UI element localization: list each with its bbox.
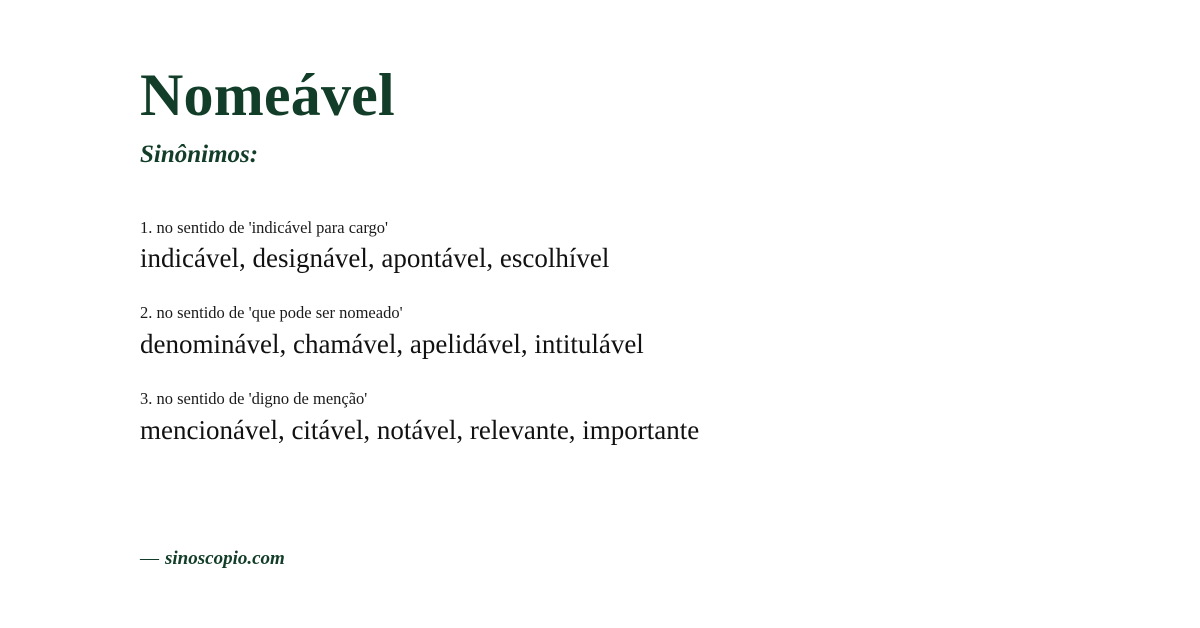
synonym-sense-list	[140, 217, 1100, 449]
list-item	[140, 302, 1100, 362]
section-subtitle: Sinônimos:	[140, 141, 259, 168]
sense-label: 3. no sentido de 'digno de menção'	[140, 389, 368, 409]
sense-synonyms: indicável, designável, apontável, escolhível	[140, 242, 610, 273]
list-item	[140, 217, 1100, 277]
source-attribution	[140, 548, 285, 570]
sense-synonyms: mencionável, citável, notável, relevante, importante	[140, 414, 700, 445]
em-dash-glyph: —	[140, 548, 159, 569]
source-name: sinoscopio.com	[165, 548, 285, 569]
page-title: Nomeável	[140, 62, 395, 128]
sense-label: 2. no sentido de 'que pode ser nomeado'	[140, 303, 403, 323]
list-item	[140, 388, 1100, 448]
sense-synonyms: denominável, chamável, apelidável, intitulável	[140, 328, 644, 359]
sense-label: 1. no sentido de 'indicável para cargo'	[140, 217, 389, 237]
